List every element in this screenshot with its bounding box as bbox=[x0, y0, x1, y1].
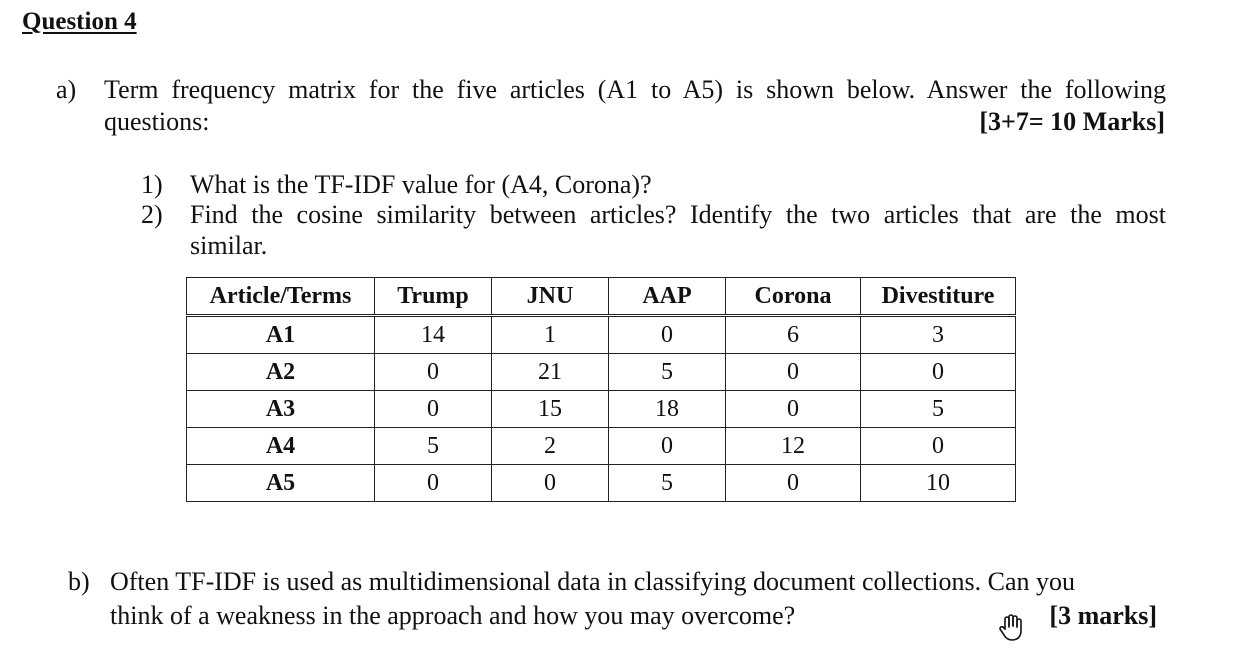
table-cell: 3 bbox=[861, 316, 1016, 354]
column-header-aap: AAP bbox=[609, 278, 726, 316]
hand-pointer-icon bbox=[996, 613, 1026, 643]
table-cell: 0 bbox=[375, 465, 492, 502]
row-header-a5: A5 bbox=[187, 465, 375, 502]
table-cell: 5 bbox=[861, 391, 1016, 428]
table-cell: 5 bbox=[375, 428, 492, 465]
part-a-marks: [3+7= 10 Marks] bbox=[979, 107, 1165, 136]
part-a-text-line2: questions: bbox=[104, 107, 210, 136]
table-row bbox=[187, 391, 1016, 428]
table-cell: 0 bbox=[609, 428, 726, 465]
part-b-marks: [3 marks] bbox=[1049, 601, 1157, 630]
table-cell: 2 bbox=[492, 428, 609, 465]
subquestion-2-text-line1: Find the cosine similarity between articles? Identify the two articles that are the most bbox=[190, 200, 1166, 229]
table-cell: 14 bbox=[375, 316, 492, 354]
table-cell: 15 bbox=[492, 391, 609, 428]
column-header-article-terms: Article/Terms bbox=[187, 278, 375, 316]
table-cell: 18 bbox=[609, 391, 726, 428]
table-cell: 0 bbox=[375, 391, 492, 428]
table-header-row bbox=[187, 278, 1016, 316]
part-a-label: a) bbox=[56, 75, 77, 104]
table-cell: 0 bbox=[861, 428, 1016, 465]
part-b-text-line1: Often TF-IDF is used as multidimensional data in classifying document collections. Can you bbox=[110, 567, 1075, 596]
term-frequency-table bbox=[186, 277, 1016, 502]
subquestion-1-text: What is the TF-IDF value for (A4, Corona)? bbox=[190, 170, 652, 199]
part-b-label: b) bbox=[68, 567, 90, 596]
table-row bbox=[187, 316, 1016, 354]
part-b-text-line2: think of a weakness in the approach and how you may overcome? bbox=[110, 601, 796, 630]
question-title: Question 4 bbox=[22, 8, 137, 35]
column-header-jnu: JNU bbox=[492, 278, 609, 316]
table-cell: 0 bbox=[726, 391, 861, 428]
table-cell: 5 bbox=[609, 354, 726, 391]
table-cell: 6 bbox=[726, 316, 861, 354]
subquestion-2-text-line2: similar. bbox=[190, 231, 268, 260]
subquestion-2-number: 2) bbox=[141, 200, 163, 229]
table-cell: 0 bbox=[492, 465, 609, 502]
row-header-a4: A4 bbox=[187, 428, 375, 465]
table-cell: 1 bbox=[492, 316, 609, 354]
column-header-corona: Corona bbox=[726, 278, 861, 316]
table-cell: 0 bbox=[726, 465, 861, 502]
table-cell: 0 bbox=[609, 316, 726, 354]
row-header-a2: A2 bbox=[187, 354, 375, 391]
table-cell: 21 bbox=[492, 354, 609, 391]
row-header-a1: A1 bbox=[187, 316, 375, 354]
table-cell: 10 bbox=[861, 465, 1016, 502]
table-cell: 0 bbox=[726, 354, 861, 391]
column-header-trump: Trump bbox=[375, 278, 492, 316]
subquestion-1-number: 1) bbox=[141, 170, 163, 199]
table-row bbox=[187, 428, 1016, 465]
table-row bbox=[187, 354, 1016, 391]
table-cell: 0 bbox=[861, 354, 1016, 391]
column-header-divestiture: Divestiture bbox=[861, 278, 1016, 316]
row-header-a3: A3 bbox=[187, 391, 375, 428]
table-cell: 0 bbox=[375, 354, 492, 391]
part-a-text-line1: Term frequency matrix for the five articles (A1 to A5) is shown below. Answer the following bbox=[104, 75, 1166, 104]
table-row bbox=[187, 465, 1016, 502]
table-cell: 12 bbox=[726, 428, 861, 465]
table-cell: 5 bbox=[609, 465, 726, 502]
